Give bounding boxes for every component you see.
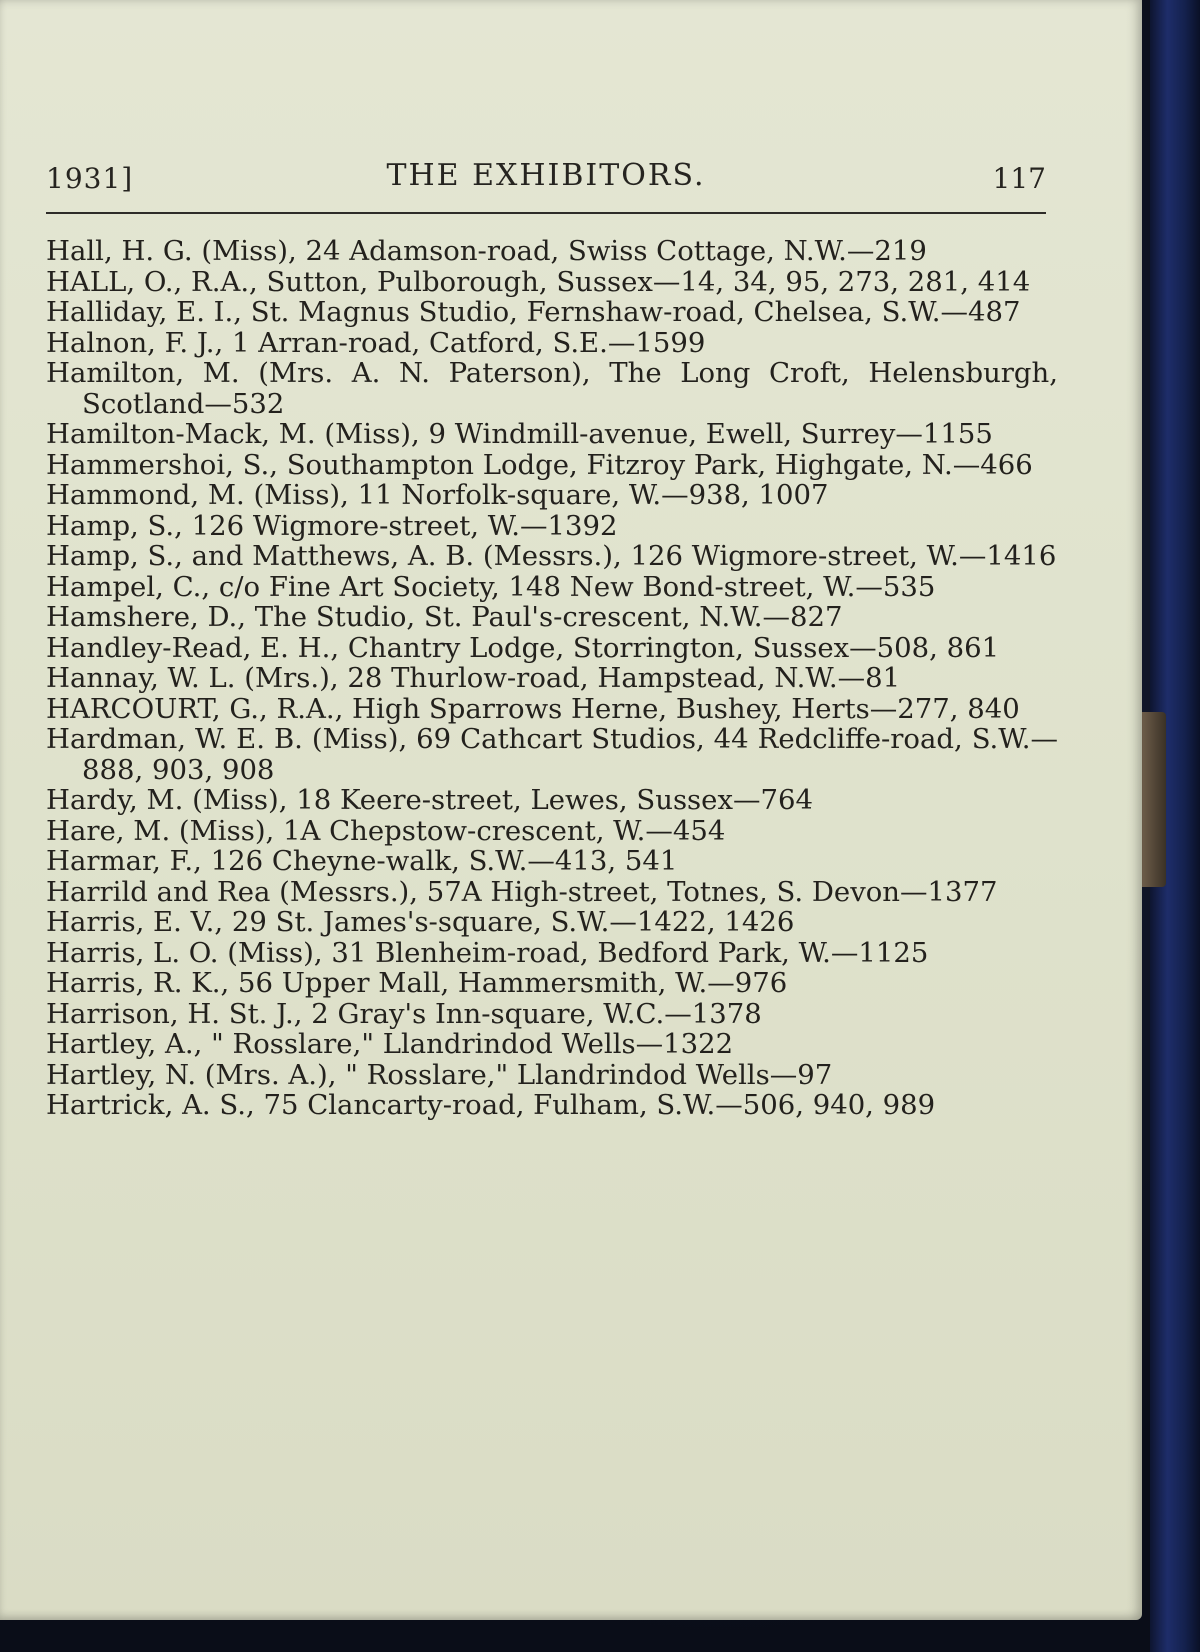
list-item: Hamp, S., and Matthews, A. B. (Messrs.), 126 Wigmore-street, W.—1416 — [46, 540, 1057, 572]
header-year: 1931] — [46, 162, 134, 195]
list-item: Hardman, W. E. B. (Miss), 69 Cathcart Studios, 44 Redcliffe-road, S.W.—888, 903, 908 — [46, 723, 1058, 786]
list-item: Handley-Read, E. H., Chantry Lodge, Storrington, Sussex—508, 861 — [46, 631, 1000, 664]
list-item: Hartley, A., " Rosslare," Llandrindod Wells—1322 — [46, 1028, 734, 1060]
list-item: HALL, O., R.A., Sutton, Pulborough, Sussex—14, 34, 95, 273, 281, 414 — [46, 265, 1031, 298]
list-item: Hamshere, D., The Studio, St. Paul's-crescent, N.W.—827 — [46, 601, 843, 633]
exhibitor-list — [46, 236, 1058, 1121]
page-header — [46, 158, 1046, 202]
list-item: Harrison, H. St. J., 2 Gray's Inn-square, W.C.—1378 — [46, 997, 762, 1030]
list-item: Hammond, M. (Miss), 11 Norfolk-square, W.—938, 1007 — [46, 479, 829, 511]
list-item: Hannay, W. L. (Mrs.), 28 Thurlow-road, Hampstead, N.W.—81 — [46, 662, 901, 694]
list-item: Hare, M. (Miss), 1A Chepstow-crescent, W.—454 — [46, 814, 726, 847]
list-item: Halliday, E. I., St. Magnus Studio, Fernshaw-road, Chelsea, S.W.—487 — [46, 296, 1021, 328]
list-item: Hamp, S., 126 Wigmore-street, W.—1392 — [46, 509, 618, 542]
list-item: Harris, E. V., 29 St. James's-square, S.W.—1422, 1426 — [46, 906, 795, 938]
list-item: Hall, H. G. (Miss), 24 Adamson-road, Swiss Cottage, N.W.—219 — [46, 235, 927, 267]
list-item: Hampel, C., c/o Fine Art Society, 148 New Bond-street, W.—535 — [46, 570, 936, 603]
list-item: Halnon, F. J., 1 Arran-road, Catford, S.E.—1599 — [46, 326, 706, 359]
list-item: Hardy, M. (Miss), 18 Keere-street, Lewes, Sussex—764 — [46, 784, 813, 816]
list-item: Harris, R. K., 56 Upper Mall, Hammersmith, W.—976 — [46, 967, 788, 999]
list-item: Hammershoi, S., Southampton Lodge, Fitzroy Park, Highgate, N.—466 — [46, 448, 1033, 481]
page-number: 117 — [992, 162, 1046, 195]
list-item: Hartley, N. (Mrs. A.), " Rosslare," Llandrindod Wells—97 — [46, 1058, 833, 1091]
list-item: HARCOURT, G., R.A., High Sparrows Herne, Bushey, Herts—277, 840 — [46, 692, 1020, 725]
list-item: Harmar, F., 126 Cheyne-walk, S.W.—413, 541 — [46, 845, 678, 877]
list-item: Hartrick, A. S., 75 Clancarty-road, Fulham, S.W.—506, 940, 989 — [46, 1089, 936, 1121]
list-item: Hamilton, M. (Mrs. A. N. Paterson), The Long Croft, Helensburgh, Scotland—532 — [46, 357, 1058, 420]
page-title: THE EXHIBITORS. — [386, 158, 706, 193]
list-item: Harris, L. O. (Miss), 31 Blenheim-road, Bedford Park, W.—1125 — [46, 936, 929, 969]
list-item: Harrild and Rea (Messrs.), 57A High-street, Totnes, S. Devon—1377 — [46, 875, 998, 908]
list-item: Hamilton-Mack, M. (Miss), 9 Windmill-avenue, Ewell, Surrey—1155 — [46, 418, 993, 450]
header-rule — [46, 212, 1046, 214]
